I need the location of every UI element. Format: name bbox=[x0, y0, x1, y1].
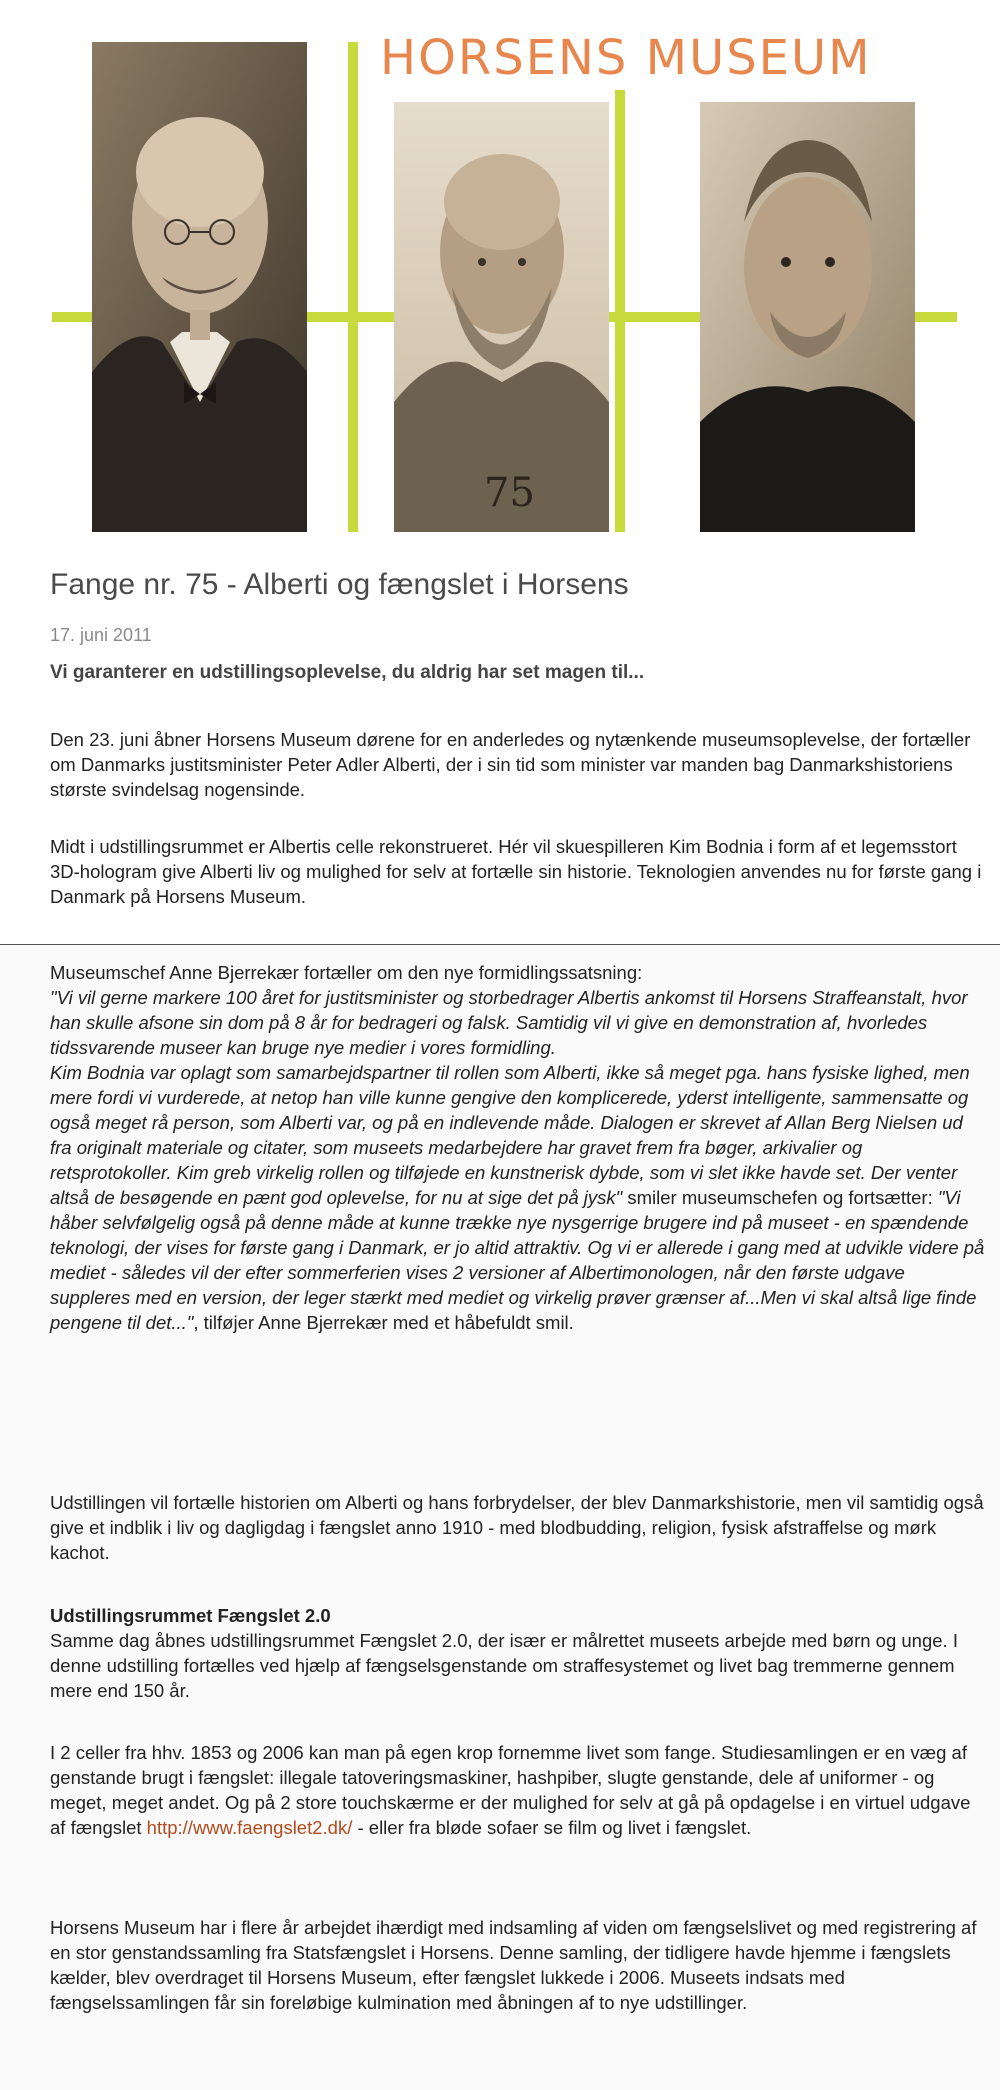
ribbon-vertical-2 bbox=[615, 90, 625, 532]
quote-end: , tilføjer Anne Bjerrekær med et håbefuldt smil. bbox=[193, 1312, 574, 1333]
prisoner-number: 75 bbox=[484, 470, 535, 516]
paragraph-collection: Horsens Museum har i flere år arbejdet ihærdigt med indsamling af viden om fængselslivet og med registrering af en stor genstandssamling fra Statsfængslet i Horsens. Denne samling, der tidligere havde hjemme i fængslets kælder, blev overdraget til Horsens Museum, efter fængslet lukkede i 2006. Museets indsats med fængselssamlingen får sin foreløbige kulmination med åbningen af to nye udstillinger. bbox=[50, 1917, 977, 2013]
banner-title: HORSENS MUSEUM bbox=[380, 30, 872, 86]
paragraph-quote bbox=[50, 960, 985, 1335]
cells-text: I 2 celler fra hhv. 1853 og 2006 kan man på egen krop fornemme livet som fange. Studiesamlingen er en væg af genstande brugt i fængslet: illegale tatoveringsmaskiner, hashpiber, slugte genstande, dele af uniformer - og meget, meget andet. Og på 2 store touchskærme er der mulighed for selv at gå på opdagelse i en virtuel udgave af fængslet bbox=[50, 1742, 971, 1838]
portrait-kim-bodnia bbox=[700, 102, 915, 532]
faengslet2-link[interactable]: http://www.faengslet2.dk/ bbox=[146, 1817, 353, 1838]
museum-banner bbox=[0, 0, 1000, 545]
article-date: 17. juni 2011 bbox=[50, 625, 152, 645]
paragraph-hologram: Midt i udstillingsrummet er Albertis celle rekonstrueret. Hér vil skuespilleren Kim Bodnia i form af et legemsstort 3D-hologram give Alberti liv og mulighed for selv at fortælle sin historie. Teknologien anvendes nu for første gang i Danmark på Horsens Museum. bbox=[50, 836, 982, 907]
faengslet-text: Samme dag åbnes udstillingsrummet Fængslet 2.0, der især er målrettet museets arbejde med børn og unge. I denne udstilling fortælles ved hjælp af fængselsgenstande om straffesystemet og livet bag tremmerne gennem mere end 150 år. bbox=[50, 1630, 958, 1701]
paragraph-cells bbox=[50, 1740, 985, 1840]
article-lead: Vi garanterer en udstillingsoplevelse, du aldrig har set magen til... bbox=[50, 662, 645, 683]
paragraph-exhibition: Udstillingen vil fortælle historien om Alberti og hans forbrydelser, der blev Danmarkshistorie, men vil samtidig også give et indblik i liv og dagligdag i fængslet anno 1910 - med blodbudding, religion, fysisk afstraffelse og mørk kachot. bbox=[50, 1492, 984, 1563]
ribbon-vertical-1 bbox=[348, 42, 358, 532]
article-title: Fange nr. 75 - Alberti og fængslet i Horsens bbox=[50, 568, 629, 601]
quote-part-3: "Vi håber selvfølgelig også på denne måde at kunne trække nye nysgerrige brugere ind på museet - en spændende teknologi, der vises for første gang i Danmark, er jo altid attraktiv. Og vi er allerede i gang med at udvikle videre på mediet - således vil der efter sommerferien vises 2 versioner af Albertimonologen, når den første udgave suppleres med en version, der leger stærkt med mediet og virkelig prøver grænser af...Men vi skal altså lige finde pengene til det..." bbox=[50, 1187, 985, 1333]
subheading-faengslet: Udstillingsrummet Fængslet 2.0 bbox=[50, 1605, 331, 1626]
paragraph-faengslet bbox=[50, 1603, 985, 1703]
portrait-prisoner-75 bbox=[394, 102, 609, 532]
quote-intro: Museumschef Anne Bjerrekær fortæller om den nye formidlingssatsning: bbox=[50, 962, 643, 983]
quote-part-1: "Vi vil gerne markere 100 året for justitsminister og storbedrager Albertis ankomst til Horsens Straffeanstalt, hvor han skulle afsone sin dom på 8 år for bedrageri og falsk. Samtidig vil vi give en demonstration af, hvorledes tidssvarende museer kan bruge nye medier i vores formidling. bbox=[50, 987, 968, 1058]
paragraph-intro: Den 23. juni åbner Horsens Museum dørene for en anderledes og nytænkende museumsoplevelse, der fortæller om Danmarks justitsminister Peter Adler Alberti, der i sin tid som minister var manden bag Danmarkshistoriens største svindelsag nogensinde. bbox=[50, 729, 971, 800]
quote-part-2: Kim Bodnia var oplagt som samarbejdspartner til rollen som Alberti, ikke så meget pga. hans fysiske lighed, men mere fordi vi vurderede, at netop han ville kunne gengive den komplicerede, yderst intelligente, sammensatte og også meget rå person, som Alberti var, og på en indlevende måde. Dialogen er skrevet af Allan Berg Nielsen ud fra originalt materiale og citater, som museets medarbejdere har gravet frem fra bøger, arkivalier og retsprotokoller. Kim greb virkelig rollen og tilføjede en kunstnerisk dybde, som vi slet ikke havde set. Der venter altså de besøgende en pænt god oplevelse, for nu at sige det på jysk" bbox=[50, 1062, 970, 1208]
quote-mid: smiler museumschefen og fortsætter: bbox=[622, 1187, 938, 1208]
portrait-alberti bbox=[92, 42, 307, 532]
cells-text-end: - eller fra bløde sofaer se film og livet i fængslet. bbox=[352, 1817, 752, 1838]
